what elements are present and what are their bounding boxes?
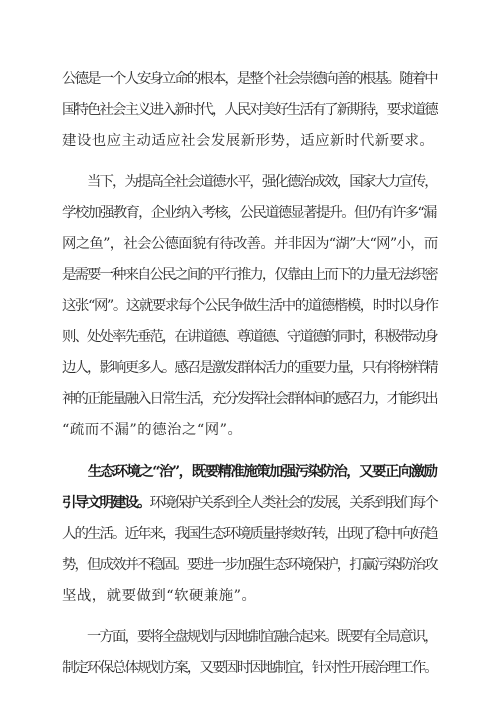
text-fragment: 环境保护关系到全人类社会的发展，关系到我们每个 [149, 495, 437, 511]
text-line: 坚战，就要做到“软硬兼施”。 [62, 588, 257, 604]
text-line: 学校加强教育，企业纳入考核，公民道德显著提升。但仍有许多“漏 [62, 205, 436, 221]
text-line: 建设也应主动适应社会发展新形势，适应新时代新要求。 [62, 133, 435, 149]
text-line: 一方面，要将全盘规划与因地制宜融合起来。既要有全局意识， [62, 629, 437, 645]
text-line: 人的生活。近年来，我国生态环境质量持续好转，出现了稳中向好趋 [62, 526, 437, 542]
text-line: 这张“网”。这就要求每个公民争做生活中的道德楷模，时时以身作 [62, 298, 438, 314]
bold-heading-line: 生态环境之“治”，既要精准施策加强污染防治，又要正向激励 [62, 463, 437, 480]
text-line: 网之鱼”，社会公德面貌有待改善。并非因为“湖”大“网”小，而 [62, 236, 438, 252]
text-line: 势，但成效并不稳固。要进一步加强生态环境保护，打赢污染防治攻 [62, 557, 437, 573]
text-line: 当下，为提高全社会道德水平，强化德治成效，国家大力宣传， [62, 174, 437, 190]
text-line: 则、处处率先垂范，在讲道德、尊道德、守道德的同时，积极带动身 [62, 329, 437, 345]
document-page [62, 64, 438, 684]
bold-heading-fragment: 引导文明建设。 [62, 494, 150, 511]
text-line: 是需要一种来自公民之间的平行推力，仅靠由上而下的力量无法织密 [62, 267, 437, 283]
text-line: 国特色社会主义进入新时代，人民对美好生活有了新期待，要求道德 [62, 102, 437, 118]
text-line: 制定环保总体规划方案，又要因时因地制宜，针对性开展治理工作。 [62, 660, 437, 676]
text-line: 神的正能量融入日常生活，充分发挥社会群体间的感召力，才能织出 [62, 391, 437, 407]
text-line [62, 487, 438, 519]
text-line: 公德是一个人安身立命的根本，是整个社会崇德向善的根基。随着中 [62, 71, 437, 87]
paragraph-2 [62, 167, 438, 446]
paragraph-3 [62, 456, 438, 612]
text-line: 边人，影响更多人。感召是激发群体活力的重要力量，只有将榜样精 [62, 360, 437, 376]
text-line: “疏而不漏”的德治之“网”。 [62, 422, 243, 438]
paragraph-4 [62, 622, 438, 684]
paragraph-1 [62, 64, 438, 157]
